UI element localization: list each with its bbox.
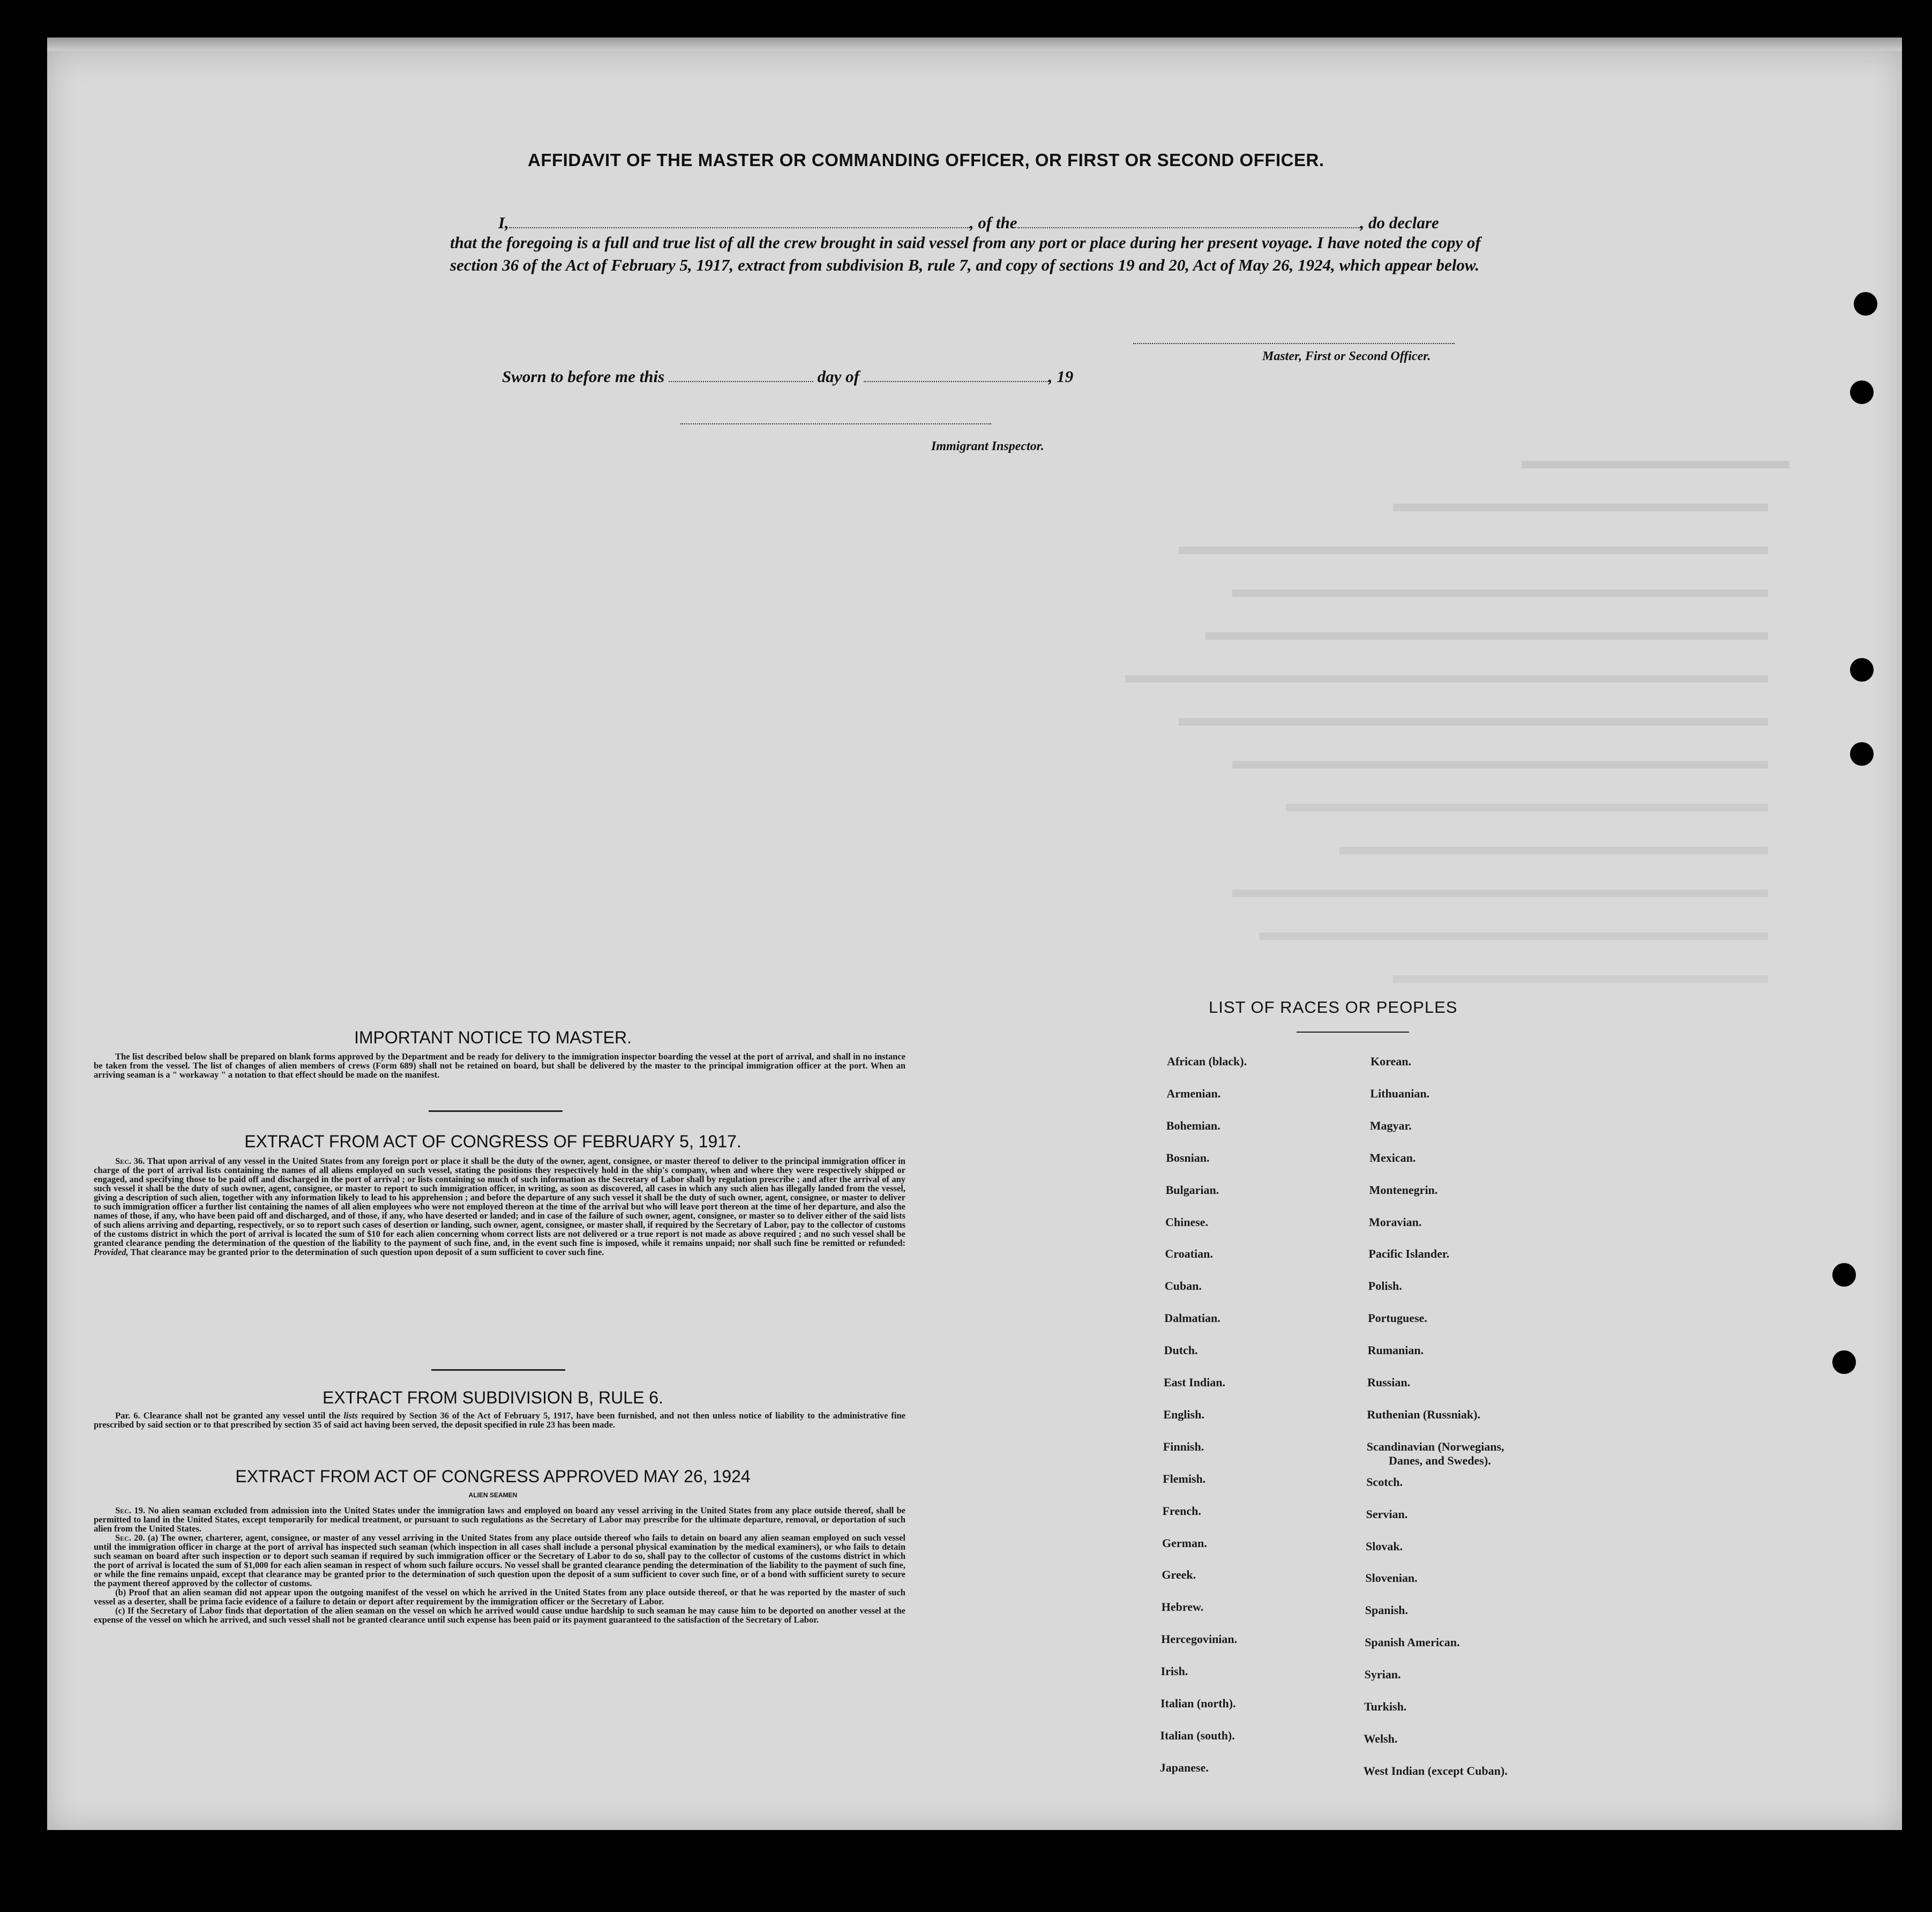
sec-20b-text: (b) Proof that an alien seaman did not appear upon the outgoing manifest of the vessel on which he arrived in the United States from any place outside thereof, or that he was reported by the master of such vessel as a deserter, shall be prima facie evidence of a failure to detain or deport after requirement by the immigration officer or the Secretary of Labor. (94, 1587, 905, 1607)
race-item: Greek. (1162, 1568, 1196, 1582)
race-item: German. (1162, 1536, 1207, 1550)
race-item: Welsh. (1364, 1731, 1398, 1745)
race-item: African (black). (1167, 1055, 1247, 1068)
extract-rule6-text (94, 1411, 905, 1429)
race-item: Spanish American. (1365, 1635, 1460, 1649)
race-item: Portuguese. (1368, 1311, 1427, 1325)
affidavit-of-the-label: , of the (969, 213, 1017, 232)
name-field[interactable] (509, 214, 970, 228)
extract-1917-title: EXTRACT FROM ACT OF CONGRESS OF FEBRUARY 5, 1917. (244, 1132, 742, 1151)
race-item: Cuban. (1164, 1279, 1202, 1293)
race-item: Italian (south). (1160, 1728, 1235, 1742)
sec-36-label: Sec. 36. (115, 1156, 145, 1166)
sec-20a-text: (a) The owner, charterer, agent, consignee, or master of any vessel arriving in the United States from any place outside thereof who fails to detain on board any alien seaman employed on such vessel until the immigration officer in charge at the port of arrival has inspected such seaman (which inspection in all cases shall include a personal physical examination by the medical examiners), or who fails to detain such seaman on board after such inspection or to deport such seaman if required by such immigration officer or the Secretary of Labor to do so, shall pay to the collector of customs of the customs district in which the port of arrival is located the sum of $1,000 for each alien seaman in respect of whom such failure occurs. No vessel shall be granted clearance pending the determination of the liability to the payment of such fine, or while the fine remains unpaid, except that clearance may be granted prior to the determination of such question upon the deposit of a sum sufficient to cover such fine, or of a bond with sufficient surety to secure the payment thereof approved by the collector of customs. (94, 1533, 905, 1588)
sec-36-text-end: That clearance may be granted prior to the determination of such question upon deposit of a sum sufficient to cover such fine. (130, 1247, 604, 1257)
sworn-day-field[interactable] (669, 368, 813, 382)
race-item: Chinese. (1165, 1215, 1209, 1229)
day-of-label: day of (817, 367, 859, 386)
race-item: Montenegrin. (1369, 1183, 1438, 1197)
lists-word: lists (343, 1410, 358, 1421)
race-item: Armenian. (1166, 1086, 1221, 1100)
sworn-line (502, 367, 1073, 386)
affidavit-declare-label: , do declare (1360, 213, 1439, 232)
race-item: Slovenian. (1365, 1571, 1418, 1585)
provided-word: Provided, (94, 1247, 129, 1257)
race-item: Polish. (1368, 1279, 1402, 1293)
race-item-continuation: Danes, and Swedes). (1389, 1454, 1491, 1467)
race-item: East Indian. (1164, 1376, 1225, 1389)
race-item: Scotch. (1366, 1475, 1403, 1489)
binder-hole (1850, 380, 1874, 404)
alien-seamen-subtitle: ALIEN SEAMEN (468, 1491, 518, 1499)
race-item: Lithuanian. (1370, 1086, 1430, 1100)
race-item: Pacific Islander. (1368, 1247, 1450, 1261)
race-item: Italian (north). (1160, 1697, 1236, 1710)
race-item: Irish. (1160, 1664, 1188, 1678)
races-title: LIST OF RACES OR PEOPLES (1209, 998, 1458, 1017)
year-label: , 19 (1048, 367, 1074, 386)
affidavit-i-label: I, (498, 213, 509, 232)
inspector-signature-line[interactable] (680, 423, 991, 424)
section-divider (429, 1110, 563, 1112)
extract-1917-text (94, 1156, 905, 1257)
inspector-signature-label: Immigrant Inspector. (931, 439, 1044, 453)
vessel-field[interactable] (1017, 214, 1360, 228)
extract-1924-text (94, 1506, 905, 1624)
race-item: Servian. (1366, 1507, 1408, 1521)
race-item: Bosnian. (1166, 1151, 1210, 1164)
page-top-edge (47, 38, 1902, 51)
race-item: Slovak. (1366, 1539, 1403, 1553)
sec-19-label: Sec. 19. (115, 1505, 145, 1515)
race-item: Flemish. (1163, 1472, 1206, 1485)
race-item: West Indian (except Cuban). (1363, 1764, 1508, 1777)
race-item: Japanese. (1159, 1760, 1209, 1774)
race-item: Finnish. (1163, 1439, 1204, 1453)
race-item: French. (1162, 1504, 1201, 1518)
race-item: Turkish. (1364, 1700, 1407, 1713)
binder-hole (1854, 292, 1877, 316)
rule6-text-a: Par. 6. Clearance shall not be granted any vessel until the (115, 1410, 341, 1421)
race-item: Bulgarian. (1165, 1183, 1219, 1197)
notice-text (94, 1052, 905, 1079)
extract-1924-title: EXTRACT FROM ACT OF CONGRESS APPROVED MAY 26, 1924 (235, 1467, 751, 1486)
races-title-underline (1297, 1032, 1409, 1033)
binder-hole (1832, 1350, 1856, 1374)
race-item: Mexican. (1369, 1151, 1416, 1164)
affidavit-title: AFFIDAVIT OF THE MASTER OR COMMANDING OFFICER, OR FIRST OR SECOND OFFICER. (528, 150, 1324, 170)
notice-title: IMPORTANT NOTICE TO MASTER. (354, 1028, 632, 1047)
binder-hole (1850, 742, 1874, 766)
sworn-label: Sworn to before me this (502, 367, 665, 386)
affidavit-line-1 (498, 213, 1439, 233)
race-item: English. (1163, 1407, 1204, 1421)
race-item: Bohemian. (1166, 1118, 1220, 1132)
section-divider (431, 1369, 565, 1371)
race-item: Russian. (1367, 1376, 1411, 1389)
race-item: Moravian. (1369, 1215, 1422, 1229)
binder-hole (1832, 1263, 1856, 1287)
binder-hole (1850, 658, 1874, 682)
race-item: Rumanian. (1367, 1343, 1424, 1357)
notice-paragraph: The list described below shall be prepared on blank forms approved by the Department and be ready for delivery to the immigration inspector boarding the vessel at the port of arrival, and shall in no instance be taken from the vessel. The list of changes of alien members of crews (Form 689) shall not be retained on board, but shall be delivered by the master to the principal immigration officer at the port. When an arriving seaman is a " workaway " a notation to that effect should be made on the manifest. (94, 1051, 905, 1080)
race-item: Ruthenian (Russniak). (1367, 1407, 1480, 1421)
sworn-month-field[interactable] (864, 368, 1049, 382)
race-item: Croatian. (1165, 1247, 1213, 1261)
race-item: Hebrew. (1161, 1600, 1204, 1614)
master-signature-line[interactable] (1133, 343, 1455, 344)
race-item: Scandinavian (Norwegians, (1366, 1439, 1504, 1453)
sec-36-text: That upon arrival of any vessel in the United States from any foreign port or place it shall be the duty of the owner, agent, consignee, or master thereof to deliver to the principal immigration officer in charge of the port of arrival lists containing the names of all aliens employed on such vessel, stating the positions they respectively hold in the ship's company, when and where they were respectively shipped or engaged, and specifying those to be paid off and discharged in the port of arrival ; or lists containing so much of such information as the Secretary of Labor shall by regulation prescribe ; and after the arrival of any such vessel it shall be the duty of such owner, agent, consignee, or master to report to such immigration officer, in writing, as soon as discovered, all cases in which any such alien has illegally landed from the vessel, giving a description of such alien, together with any information likely to lead to his apprehension ; and before the departure of any such vessel it shall be the duty of such owner, agent, consignee, or master to deliver to such immigration officer a further list containing the names of all alien employees who were not employed thereon at the time of the arrival but who will leave port thereon at the time of her departure, and also the names of those, if any, who have been paid off and discharged, and of those, if any, who have deserted or landed; and in case of the failure of such owner, agent, consignee, or master so to deliver either of the said lists of such aliens arriving and departing, respectively, or so to report such cases of desertion or landing, such owner, agent, consignee, or master shall, if required by the Secretary of Labor, pay to the collector of customs of the customs district in which the port of arrival is located the sum of $10 for each alien concerning whom correct lists are not delivered or a true report is not made as above required ; and no such vessel shall be granted clearance pending the determination of the question of the liability to the payment of such fine, and, in the event such fine is imposed, while it remains unpaid; nor shall such fine be remitted or refunded: (94, 1156, 905, 1248)
sec-20-label: Sec. 20. (115, 1533, 145, 1543)
sec-19-text: No alien seaman excluded from admission into the United States under the immigration laws and employed on board any vessel arriving in the United States from any place outside thereof, shall be permitted to land in the United States, except temporarily for medical treatment, or pursuant to such regulations as the Secretary of Labor may prescribe for the ultimate departure, removal, or deportation of such alien from the United States. (94, 1505, 905, 1534)
rule6-text-b: required by Section 36 of the Act of February 5, 1917, have been furnished, and not then unless notice of liability to the administrative fine prescribed by said section or to that prescribed by section 35 of said act having been served, the deposit specified in rule 23 has been made. (94, 1410, 905, 1430)
sec-20c-text: (c) If the Secretary of Labor finds that deportation of the alien seaman on the vessel on which he arrived would cause undue hardship to such seaman he may cause him to be deported on another vessel at the expense of the vessel on which he arrived, and such vessel shall not be granted clearance until such expense has been paid or its payment guaranteed to the satisfaction of the Secretary of Labor. (94, 1605, 905, 1625)
affidavit-body: that the foregoing is a full and true list of all the crew brought in said vessel from any port or place during her present voyage. I have noted the copy of section 36 of the Act of February 5, 1917, extract from subdivision B, rule 7, and copy of sections 19 and 20, Act of May 26, 1924, which appear below. (450, 233, 1481, 274)
master-signature-label: Master, First or Second Officer. (1262, 349, 1431, 363)
race-item: Syrian. (1364, 1668, 1401, 1682)
race-item: Dutch. (1164, 1343, 1198, 1357)
race-item: Dalmatian. (1164, 1311, 1220, 1325)
race-item: Spanish. (1365, 1603, 1408, 1617)
race-item: Magyar. (1369, 1118, 1412, 1132)
race-item: Korean. (1371, 1055, 1411, 1068)
extract-rule6-title: EXTRACT FROM SUBDIVISION B, RULE 6. (323, 1388, 663, 1407)
race-item: Hercegovinian. (1161, 1632, 1238, 1646)
